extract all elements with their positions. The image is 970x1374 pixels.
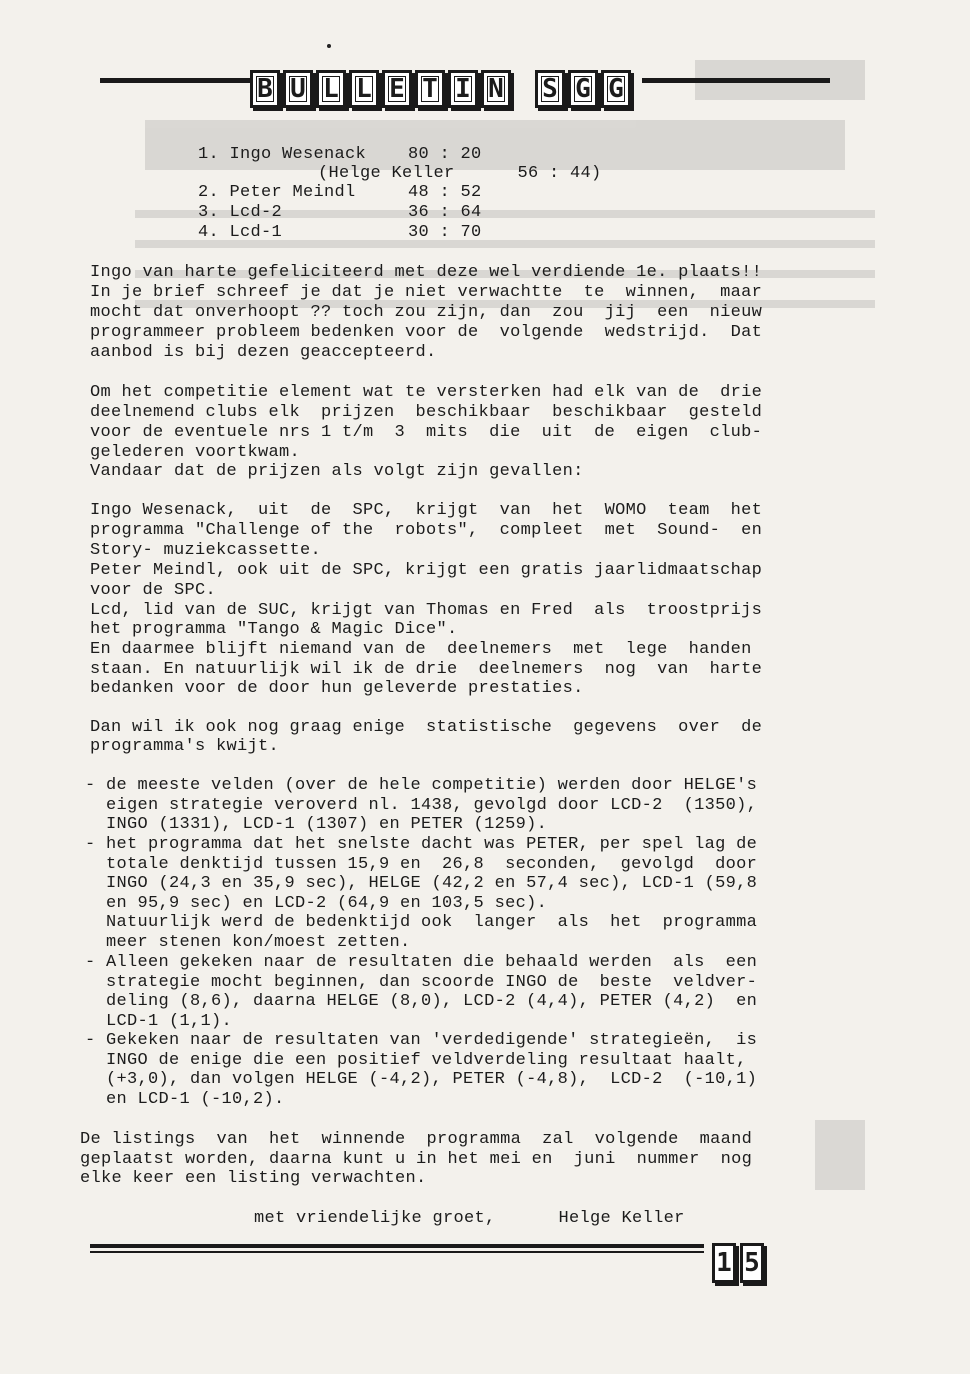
footer-rule [90,1244,704,1248]
text-line: programma's kwijt. [90,737,280,756]
header-rule-left [100,78,250,83]
text-line: Ingo van harte gefeliciteerd met deze wel verdiende 1e. plaats!! [90,263,763,282]
text-line: Peter Meindl, ook uit de SPC, krijgt een gratis jaarlidmaatschap [90,561,763,580]
text-line: bedanken voor de door hun geleverde prestaties. [90,679,584,698]
masthead-letter: E [382,70,412,108]
text-line: staan. En natuurlijk wil ik de drie deelnemers nog van harte [90,660,763,679]
masthead [250,70,631,108]
text-line: - de meeste velden (over de hele competitie) werden door HELGE's [85,776,758,795]
text-line: programmeer probleem bedenken voor de volgende wedstrijd. Dat [90,323,763,342]
page-number [712,1243,764,1283]
masthead-gap [514,70,532,108]
text-line: De listings van het winnende programma zal volgende maand [80,1130,753,1149]
text-line: elke keer een listing verwachten. [80,1169,427,1188]
masthead-word-sgg [535,70,631,108]
text-line: Om het competitie element wat te versterken had elk van de drie [90,383,763,402]
text-line: Natuurlijk werd de bedenktijd ook langer als het programma [85,913,758,932]
masthead-letter: G [601,70,631,108]
text-line: LCD-1 (1,1). [85,1012,233,1031]
text-line: In je brief schreef je dat je niet verwachtte te winnen, maar [90,283,763,302]
text-line: met vriendelijke groet, Helge Keller [254,1209,685,1228]
speck [327,44,331,48]
text-line: gelederen voortkwam. [90,443,301,462]
text-line: en 95,9 sec) en LCD-2 (64,9 en 103,5 sec). [85,894,548,913]
text-line: Lcd, lid van de SUC, krijgt van Thomas en Fred als troostprijs [90,601,763,620]
text-line: (Helge Keller 56 : 44) [318,164,602,183]
text-line: deelnemend clubs elk prijzen beschikbaar beschikbaar gesteld [90,403,763,422]
text-line: En daarmee blijft niemand van de deelnemers met lege handen [90,640,752,659]
text-line: 3. Lcd-2 36 : 64 [198,203,482,222]
masthead-letter: S [535,70,565,108]
text-line: voor de SPC. [90,581,217,600]
footer-rule-thin [90,1251,704,1253]
text-line: INGO (24,3 en 35,9 sec), HELGE (42,2 en 57,4 sec), LCD-1 (59,8 [85,874,758,893]
text-line: 4. Lcd-1 30 : 70 [198,223,482,242]
masthead-word-bulletin [250,70,511,108]
text-line: Ingo Wesenack, uit de SPC, krijgt van het WOMO team het [90,501,763,520]
header-rule-right [642,78,830,83]
text-line: Vandaar dat de prijzen als volgt zijn gevallen: [90,462,584,481]
page-number-digit: 1 [712,1243,736,1283]
text-line: en LCD-1 (-10,2). [85,1090,285,1109]
text-line: strategie mocht beginnen, dan scoorde INGO de beste veldver- [85,973,758,992]
text-line: Story- muziekcassette. [90,541,322,560]
text-line: programma "Challenge of the robots", compleet met Sound- en [90,521,763,540]
masthead-letter: B [250,70,280,108]
text-line: deling (8,6), daarna HELGE (8,0), LCD-2 (4,4), PETER (4,2) en [85,992,758,1011]
text-line: INGO (1331), LCD-1 (1307) en PETER (1259). [85,815,548,834]
masthead-letter: I [448,70,478,108]
text-line: het programma "Tango & Magic Dice". [90,620,458,639]
text-line: (+3,0), dan volgen HELGE (-4,2), PETER (-4,8), LCD-2 (-10,1) [85,1070,758,1089]
masthead-letter: U [283,70,313,108]
masthead-letter: G [568,70,598,108]
page-number-digit: 5 [740,1243,764,1283]
text-line: aanbod is bij dezen geaccepteerd. [90,343,437,362]
masthead-letter: N [481,70,511,108]
text-line: geplaatst worden, daarna kunt u in het mei en juni nummer nog [80,1150,753,1169]
text-line: eigen strategie veroverd nl. 1438, gevolgd door LCD-2 (1350), [85,796,758,815]
masthead-letter: L [316,70,346,108]
text-line: INGO de enige die een positief veldverdeling resultaat haalt, [85,1051,747,1070]
text-line: - het programma dat het snelste dacht was PETER, per spel lag de [85,835,758,854]
masthead-letter: L [349,70,379,108]
text-line: mocht dat onverhoopt ?? toch zou zijn, dan zou jij een nieuw [90,303,763,322]
text-line: 1. Ingo Wesenack 80 : 20 [198,145,482,164]
text-line: Dan wil ik ook nog graag enige statistische gegevens over de [90,718,763,737]
text-line: totale denktijd tussen 15,9 en 26,8 seconden, gevolgd door [85,855,758,874]
text-line: - Alleen gekeken naar de resultaten die behaald werden als een [85,953,758,972]
text-line: voor de eventuele nrs 1 t/m 3 mits die uit de eigen club- [90,423,763,442]
masthead-letter: T [415,70,445,108]
text-line: - Gekeken naar de resultaten van 'verdedigende' strategieën, is [85,1031,758,1050]
text-line: meer stenen kon/moest zetten. [85,933,411,952]
text-line: 2. Peter Meindl 48 : 52 [198,183,482,202]
